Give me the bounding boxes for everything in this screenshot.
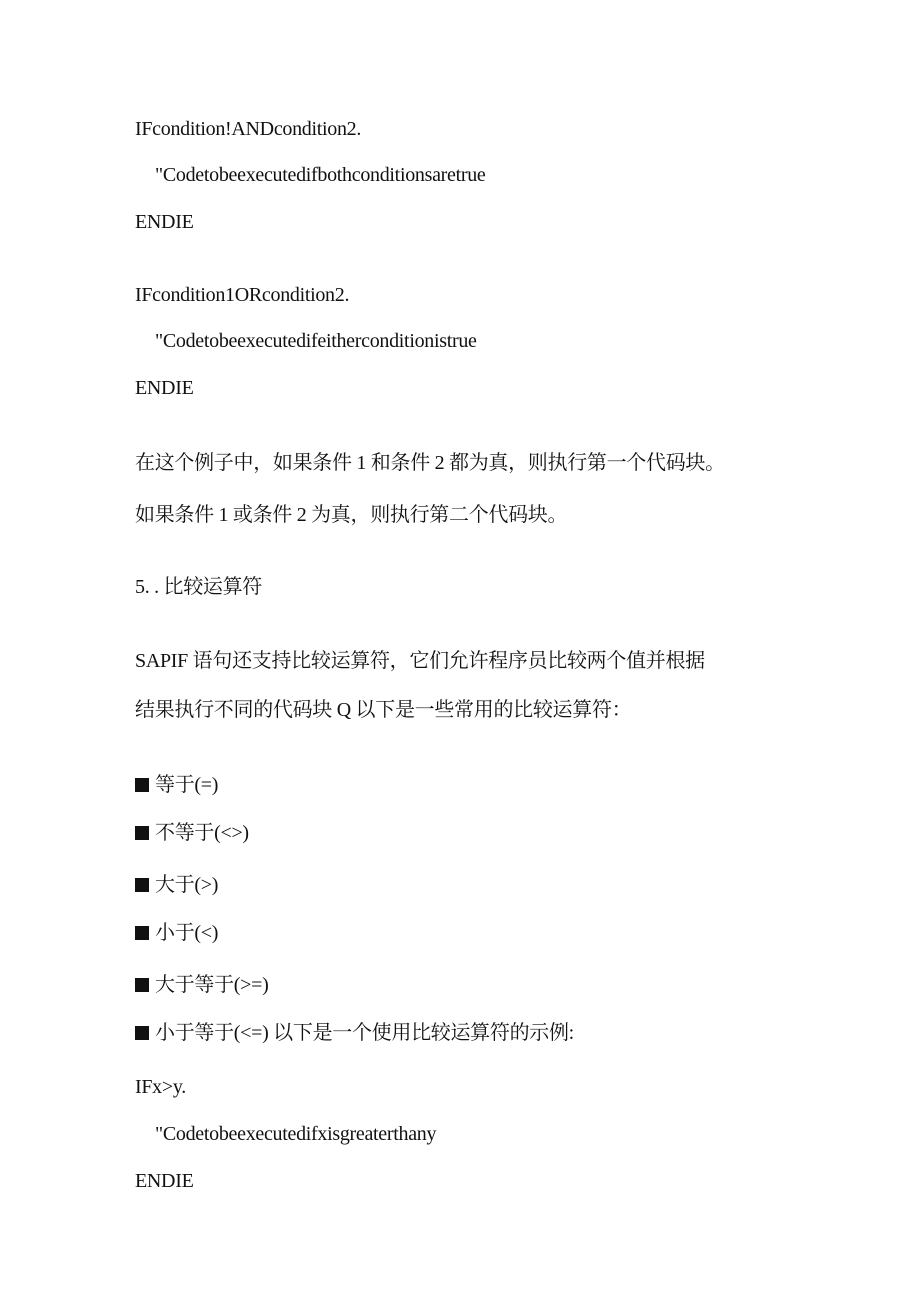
code-line-endif-3: ENDIE: [135, 1170, 194, 1192]
square-bullet-icon: [135, 826, 149, 840]
code-line-if-compare: IFx>y.: [135, 1076, 186, 1098]
square-bullet-icon: [135, 878, 149, 892]
code-line-comment-compare: "Codetobeexecutedifxisgreaterthany: [155, 1123, 437, 1145]
code-line-endif-2: ENDIE: [135, 377, 194, 399]
code-line-comment-and: "Codetobeexecutedifbothconditionsaretrue: [155, 164, 486, 186]
square-bullet-icon: [135, 926, 149, 940]
explanation-line-2: 如果条件 1 或条件 2 为真，则执行第二个代码块。: [135, 504, 568, 526]
operator-item-greater-equal: 大于等于(>=): [135, 973, 268, 997]
square-bullet-icon: [135, 1026, 149, 1040]
intro-line-2: 结果执行不同的代码块 Q 以下是一些常用的比较运算符：: [135, 699, 632, 721]
operator-item-less-equal: 小于等于(<=) 以下是一个使用比较运算符的示例:: [135, 1021, 574, 1045]
code-line-endif-1: ENDIE: [135, 211, 194, 233]
explanation-line-1: 在这个例子中，如果条件 1 和条件 2 都为真，则执行第一个代码块。: [135, 452, 725, 474]
operator-item-less: 小于(<): [135, 921, 218, 945]
code-line-if-or: IFcondition1ORcondition2.: [135, 284, 350, 306]
section-heading: 5. . 比较运算符: [135, 576, 263, 598]
square-bullet-icon: [135, 978, 149, 992]
code-line-if-and: IFcondition!ANDcondition2.: [135, 118, 362, 140]
square-bullet-icon: [135, 778, 149, 792]
operator-item-not-equal: 不等于(<>): [135, 821, 249, 845]
code-line-comment-or: "Codetobeexecutedifeitherconditionistrue: [155, 330, 477, 352]
intro-line-1: SAPIF 语句还支持比较运算符，它们允许程序员比较两个值并根据: [135, 650, 705, 672]
operator-item-equal: 等于(=): [135, 773, 218, 797]
operator-item-greater: 大于(>): [135, 873, 218, 897]
